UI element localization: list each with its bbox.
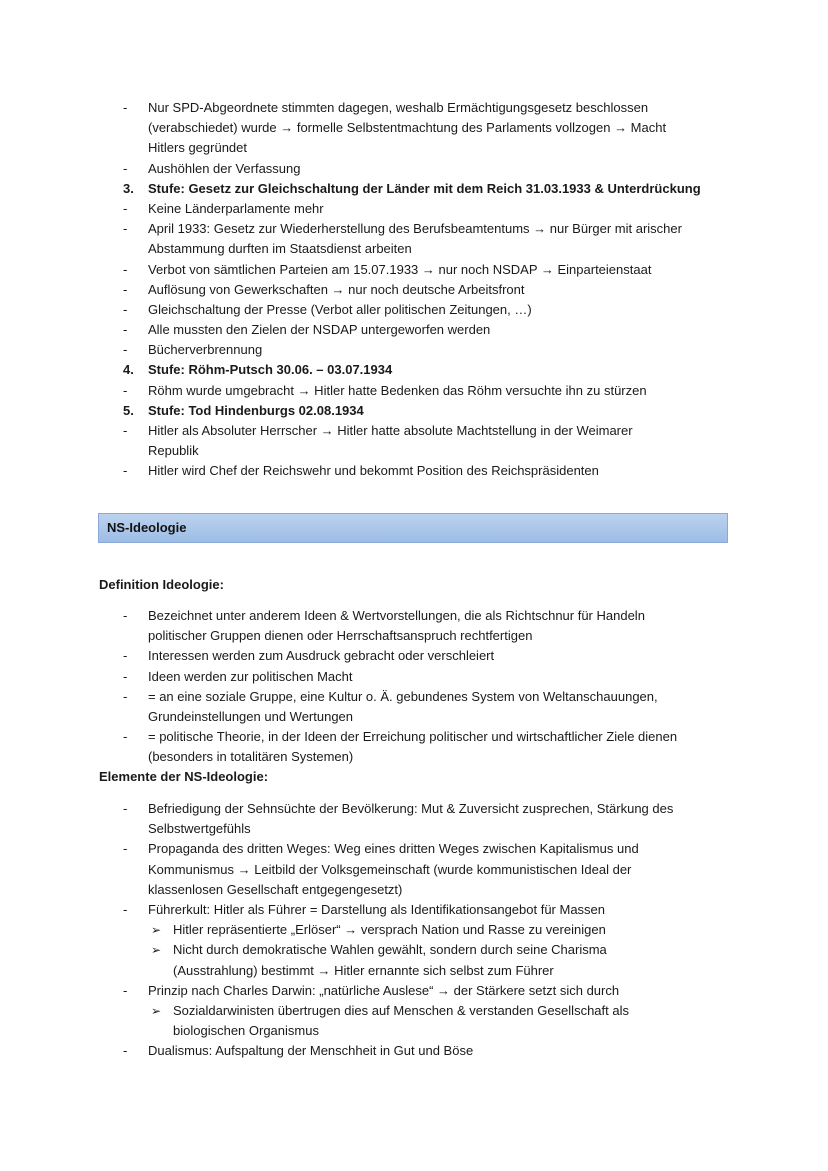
list-item xyxy=(0,799,828,819)
list-item xyxy=(0,747,828,767)
list-item xyxy=(0,441,828,461)
list-item xyxy=(0,646,828,666)
dash-bullet: - xyxy=(123,301,128,317)
list-item-text: = politische Theorie, in der Ideen der Erreichung politischer und wirtschaftlicher Ziele dienen xyxy=(148,729,678,745)
dash-bullet: - xyxy=(123,160,128,176)
dash-bullet: - xyxy=(123,200,128,216)
list-item-text: Abstammung durften im Staatsdienst arbeiten xyxy=(148,241,412,257)
list-item-text: Bücherverbrennung xyxy=(148,342,263,358)
list-item xyxy=(0,219,828,239)
list-item-text: Interessen werden zum Ausdruck gebracht oder verschleiert xyxy=(148,648,495,664)
dash-bullet: - xyxy=(123,100,128,115)
dash-bullet: - xyxy=(123,261,128,277)
list-item-text: = an eine soziale Gruppe, eine Kultur o. Ä. gebundenes System von Weltanschauungen, xyxy=(148,688,658,704)
list-item-text: Stufe: Röhm-Putsch 30.06. – 03.07.1934 xyxy=(148,362,393,378)
list-item xyxy=(0,401,828,421)
list-item-text: Hitlers gegründet xyxy=(148,140,247,156)
list-item-text: Nur SPD-Abgeordnete stimmten dagegen, weshalb Ermächtigungsgesetz beschlossen xyxy=(148,100,649,115)
list-item-text: politischer Gruppen dienen oder Herrschaftsanspruch rechtfertigen xyxy=(148,628,533,644)
dash-bullet: - xyxy=(123,322,128,338)
list-item-text: Auflösung von Gewerkschaften → nur noch deutsche Arbeitsfront xyxy=(148,281,525,297)
list-item xyxy=(0,179,828,199)
list-item-text: Aushöhlen der Verfassung xyxy=(148,160,301,176)
list-item xyxy=(0,920,828,940)
dash-bullet: - xyxy=(123,901,128,917)
list-item xyxy=(0,421,828,441)
list-item xyxy=(0,260,828,280)
list-item xyxy=(0,839,828,859)
dash-bullet: - xyxy=(123,648,128,664)
list-item-text: Röhm wurde umgebracht → Hitler hatte Bedenken das Röhm versuchte ihn zu stürzen xyxy=(148,382,647,398)
list-item-text: (Ausstrahlung) bestimmt → Hitler ernannte sich selbst zum Führer xyxy=(173,962,554,978)
list-item xyxy=(0,360,828,380)
list-item xyxy=(0,981,828,1001)
list-item-text: Alle mussten den Zielen der NSDAP untergeworfen werden xyxy=(148,322,491,338)
dash-bullet: - xyxy=(123,382,128,398)
list-item-text: biologischen Organismus xyxy=(173,1023,319,1039)
list-item-text: Führerkult: Hitler als Führer = Darstellung als Identifikationsangebot für Massen xyxy=(148,901,606,917)
list-item-text: Stufe: Tod Hindenburgs 02.08.1934 xyxy=(148,402,364,418)
list-item xyxy=(0,239,828,259)
dash-bullet: - xyxy=(123,342,128,358)
list-item-text: Stufe: Gesetz zur Gleichschaltung der Länder mit dem Reich 31.03.1933 & Unterdrückung xyxy=(148,180,701,196)
list-item-text: (verabschiedet) wurde → formelle Selbstentmachtung des Parlaments vollzogen → Macht xyxy=(148,120,667,136)
dash-bullet: - xyxy=(123,1043,128,1059)
elements-list xyxy=(0,799,828,1061)
list-item xyxy=(0,1021,828,1041)
list-item-text: Propaganda des dritten Weges: Weg eines dritten Weges zwischen Kapitalismus und xyxy=(148,841,639,857)
list-item xyxy=(0,940,828,960)
list-item-text: Bezeichnet unter anderem Ideen & Wertvorstellungen, die als Richtschnur für Handeln xyxy=(148,608,645,623)
list-item-text: Dualismus: Aufspaltung der Menschheit in Gut und Böse xyxy=(148,1043,474,1059)
dash-bullet: - xyxy=(123,423,128,438)
list-item xyxy=(0,900,828,920)
list-item xyxy=(0,300,828,320)
list-item xyxy=(0,98,828,118)
list-item xyxy=(0,280,828,300)
list-number: 4. xyxy=(123,362,134,378)
section-heading: NS-Ideologie xyxy=(107,520,187,535)
list-item-text: Hitler repräsentierte „Erlöser“ → versprach Nation und Rasse zu vereinigen xyxy=(173,922,606,938)
list-item-text: Befriedigung der Sehnsüchte der Bevölkerung: Mut & Zuversicht zusprechen, Stärkung des xyxy=(148,801,674,816)
list-item-text: Prinzip nach Charles Darwin: „natürliche Auslese“ → der Stärkere setzt sich durch xyxy=(148,982,620,998)
list-item xyxy=(0,320,828,340)
dash-bullet: - xyxy=(123,688,128,704)
list-number: 3. xyxy=(123,180,134,196)
list-item-text: Kommunismus → Leitbild der Volksgemeinschaft (wurde kommunistischen Ideal der xyxy=(148,861,632,877)
list-item xyxy=(0,340,828,360)
list-item xyxy=(0,138,828,158)
definition-list xyxy=(0,606,828,768)
list-item xyxy=(0,461,828,481)
list-item xyxy=(0,1001,828,1021)
top-section-list xyxy=(0,98,828,482)
dash-bullet: - xyxy=(123,281,128,297)
list-item-text: Republik xyxy=(148,443,199,459)
list-item xyxy=(0,819,828,839)
list-item-text: Grundeinstellungen und Wertungen xyxy=(148,708,354,724)
list-item xyxy=(0,626,828,646)
list-item-text: Ideen werden zur politischen Macht xyxy=(148,668,353,684)
list-item xyxy=(0,707,828,727)
list-item-text: klassenlosen Gesellschaft entgegengesetzt) xyxy=(148,881,403,897)
dash-bullet: - xyxy=(123,801,128,816)
list-item xyxy=(0,118,828,138)
list-item xyxy=(0,687,828,707)
list-item-text: Nicht durch demokratische Wahlen gewählt, sondern durch seine Charisma xyxy=(173,942,607,958)
elements-title: Elemente der NS-Ideologie: xyxy=(99,769,269,784)
list-item-text: April 1933: Gesetz zur Wiederherstellung des Berufsbeamtentums → nur Bürger mit arischer xyxy=(148,221,682,237)
dash-bullet: - xyxy=(123,668,128,684)
list-item xyxy=(0,860,828,880)
section-heading-box xyxy=(98,513,728,543)
dash-bullet: - xyxy=(123,982,128,998)
list-item xyxy=(0,961,828,981)
dash-bullet: - xyxy=(123,841,128,857)
list-item xyxy=(0,159,828,179)
list-item xyxy=(0,381,828,401)
list-item-text: (besonders in totalitären Systemen) xyxy=(148,749,354,765)
dash-bullet: - xyxy=(123,463,128,479)
list-item-text: Sozialdarwinisten übertrugen dies auf Menschen & verstanden Gesellschaft als xyxy=(173,1002,629,1018)
list-item-text: Selbstwertgefühls xyxy=(148,821,251,837)
list-item xyxy=(0,606,828,626)
list-item xyxy=(0,667,828,687)
list-item xyxy=(0,880,828,900)
list-item-text: Verbot von sämtlichen Parteien am 15.07.1933 → nur noch NSDAP → Einparteienstaat xyxy=(148,261,652,277)
list-number: 5. xyxy=(123,402,134,418)
arrow-bullet-icon: ➢ xyxy=(151,1003,162,1018)
dash-bullet: - xyxy=(123,729,128,745)
list-item xyxy=(0,199,828,219)
arrow-bullet-icon: ➢ xyxy=(151,923,162,938)
list-item-text: Keine Länderparlamente mehr xyxy=(148,200,324,216)
definition-title: Definition Ideologie: xyxy=(99,577,224,592)
list-item xyxy=(0,727,828,747)
list-item-text: Hitler als Absoluter Herrscher → Hitler hatte absolute Machtstellung in der Weimarer xyxy=(148,423,633,438)
list-item-text: Hitler wird Chef der Reichswehr und bekommt Position des Reichspräsidenten xyxy=(148,463,599,479)
dash-bullet: - xyxy=(123,221,128,237)
list-item-text: Gleichschaltung der Presse (Verbot aller politischen Zeitungen, …) xyxy=(148,301,532,317)
arrow-bullet-icon: ➢ xyxy=(151,943,162,958)
list-item xyxy=(0,1041,828,1061)
dash-bullet: - xyxy=(123,608,128,623)
